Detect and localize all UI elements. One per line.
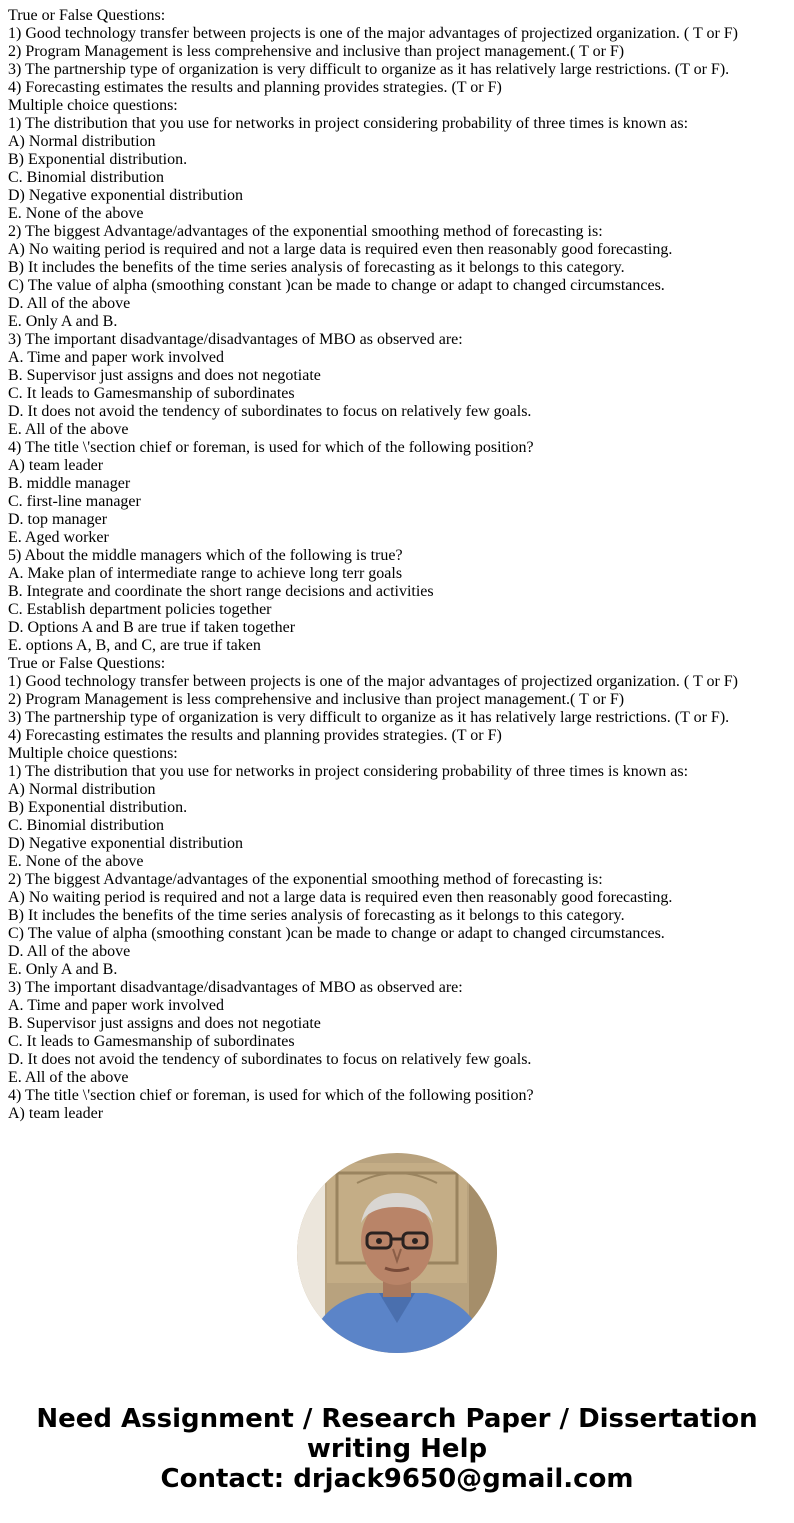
text-line: 4) Forecasting estimates the results and planning provides strategies. (T or F) [8,727,502,744]
text-line: 3) The partnership type of organization is very difficult to organize as it has relatively large restrictions. (T or F). [8,709,730,726]
text-line: 2) The biggest Advantage/advantages of the exponential smoothing method of forecasting is: [8,871,603,888]
text-line: B) It includes the benefits of the time series analysis of forecasting as it belongs to this category. [8,907,625,924]
text-line: Multiple choice questions: [8,745,178,762]
text-line: 1) The distribution that you use for networks in project considering probability of three times is known as: [8,115,689,132]
text-line: D. All of the above [8,295,131,312]
text-line: B. Supervisor just assigns and does not negotiate [8,367,321,384]
text-line: C. It leads to Gamesmanship of subordinates [8,1033,295,1050]
text-line: A) team leader [8,457,104,474]
text-line: C. Establish department policies together [8,601,272,618]
contact-banner [0,1404,794,1494]
text-line: 3) The important disadvantage/disadvantages of MBO as observed are: [8,331,463,348]
text-line: A) No waiting period is required and not a large data is required even then reasonably good forecasting. [8,889,673,906]
text-line: 3) The partnership type of organization is very difficult to organize as it has relatively large restrictions. (T or F). [8,61,730,78]
text-line: D) Negative exponential distribution [8,835,244,852]
text-line: 4) Forecasting estimates the results and planning provides strategies. (T or F) [8,79,502,96]
author-photo [297,1153,497,1353]
text-line: 3) The important disadvantage/disadvantages of MBO as observed are: [8,979,463,996]
text-line: 1) Good technology transfer between projects is one of the major advantages of projectized organization. ( T or F) [8,25,738,42]
text-line: E. options A, B, and C, are true if taken [8,637,261,654]
text-line: D) Negative exponential distribution [8,187,244,204]
text-line: 2) Program Management is less comprehensive and inclusive than project management.( T or F) [8,691,625,708]
text-line: E. None of the above [8,205,144,222]
banner-line-2: writing Help [306,1434,488,1464]
text-line: E. All of the above [8,1069,129,1086]
text-line: C) The value of alpha (smoothing constant )can be made to change or adapt to changed circumstances. [8,925,665,942]
text-line: B. Integrate and coordinate the short range decisions and activities [8,583,434,600]
banner-line-1: Need Assignment / Research Paper / Dissertation [36,1404,758,1434]
text-line: 1) Good technology transfer between projects is one of the major advantages of projectized organization. ( T or F) [8,673,738,690]
text-line: C. It leads to Gamesmanship of subordinates [8,385,295,402]
text-line: E. Only A and B. [8,961,118,978]
text-line: 2) Program Management is less comprehensive and inclusive than project management.( T or F) [8,43,625,60]
text-line: True or False Questions: [8,655,166,672]
text-line: E. All of the above [8,421,129,438]
text-line: True or False Questions: [8,7,166,24]
text-line: D. Options A and B are true if taken together [8,619,296,636]
text-line: 4) The title \'section chief or foreman, is used for which of the following position? [8,1087,534,1104]
text-line: A. Time and paper work involved [8,997,224,1014]
text-line: D. All of the above [8,943,131,960]
text-line: B) Exponential distribution. [8,151,188,168]
text-line: C. Binomial distribution [8,169,165,186]
text-line: B) Exponential distribution. [8,799,188,816]
text-line: 1) The distribution that you use for networks in project considering probability of three times is known as: [8,763,689,780]
text-line: D. top manager [8,511,108,528]
text-line: A) Normal distribution [8,781,156,798]
text-line: E. None of the above [8,853,144,870]
text-line: A) Normal distribution [8,133,156,150]
text-line: E. Aged worker [8,529,109,546]
text-line: 5) About the middle managers which of the following is true? [8,547,403,564]
text-line: C. first-line manager [8,493,141,510]
text-line: 2) The biggest Advantage/advantages of the exponential smoothing method of forecasting is: [8,223,603,240]
text-line: B. middle manager [8,475,131,492]
text-line: A) team leader [8,1105,104,1122]
text-line: A. Make plan of intermediate range to achieve long terr goals [8,565,403,582]
text-line: A) No waiting period is required and not a large data is required even then reasonably good forecasting. [8,241,673,258]
text-line: A. Time and paper work involved [8,349,224,366]
question-document [8,7,788,1123]
contact-email: Contact: drjack9650@gmail.com [160,1464,634,1494]
text-line: B) It includes the benefits of the time series analysis of forecasting as it belongs to this category. [8,259,625,276]
text-line: D. It does not avoid the tendency of subordinates to focus on relatively few goals. [8,1051,532,1068]
text-line: C. Binomial distribution [8,817,165,834]
author-portrait-icon [297,1153,497,1353]
text-line: 4) The title \'section chief or foreman, is used for which of the following position? [8,439,534,456]
text-line: C) The value of alpha (smoothing constant )can be made to change or adapt to changed circumstances. [8,277,665,294]
text-line: Multiple choice questions: [8,97,178,114]
text-line: E. Only A and B. [8,313,118,330]
text-line: B. Supervisor just assigns and does not negotiate [8,1015,321,1032]
text-line: D. It does not avoid the tendency of subordinates to focus on relatively few goals. [8,403,532,420]
